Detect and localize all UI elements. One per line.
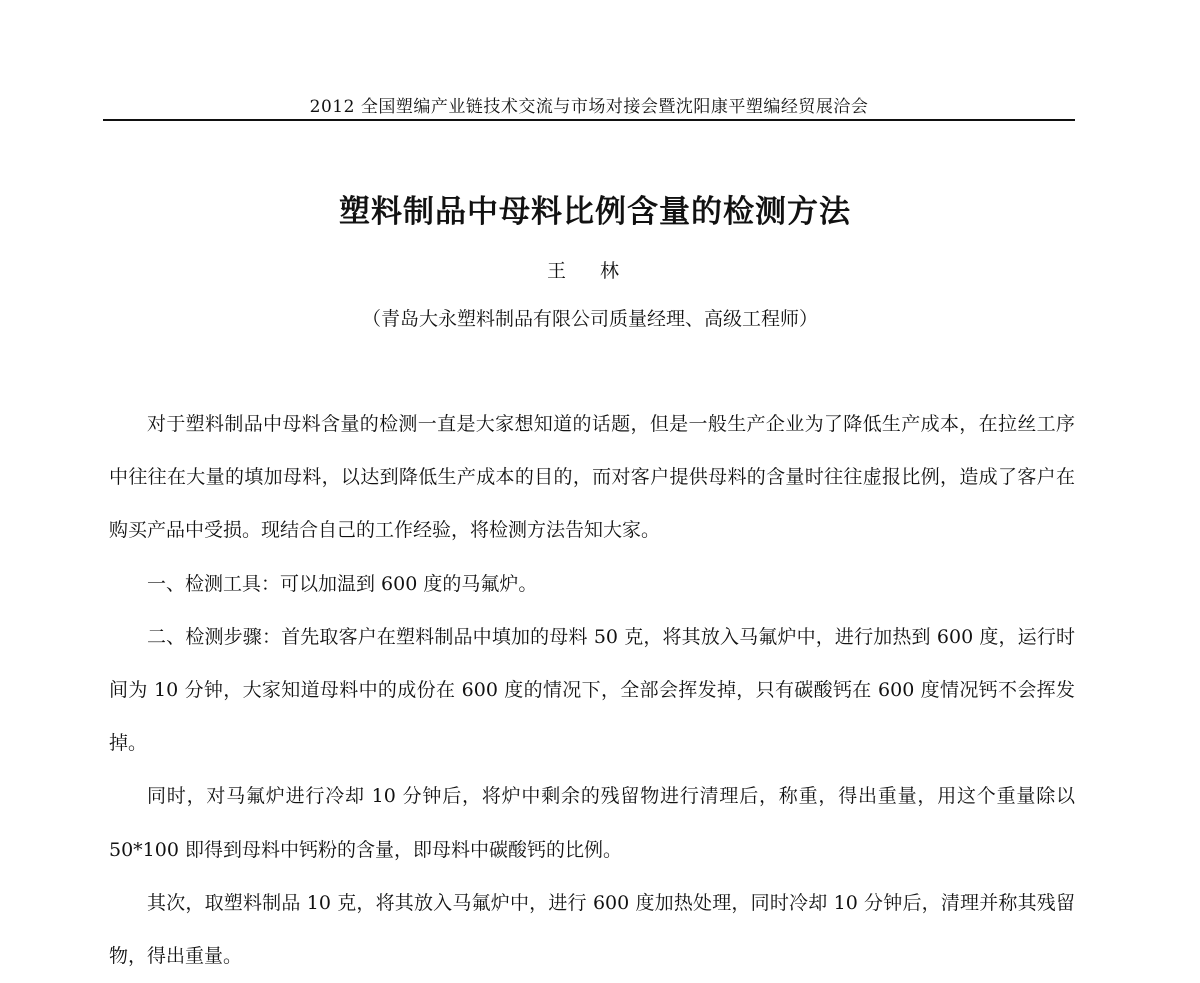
- paragraph-cooling: 同时，对马氟炉进行冷却 10 分钟后，将炉中剩余的残留物进行清理后，称重，得出重量，用这个重量除以 50*100 即得到母料中钙粉的含量，即母料中碳酸钙的比例。: [109, 785, 1075, 861]
- paragraph-steps: 二、检测步骤：首先取客户在塑料制品中填加的母料 50 克，将其放入马氟炉中，进行加热到 600 度，运行时间为 10 分钟，大家知道母料中的成份在 600 度的情况下，全部会挥发掉，只有碳酸钙在 600 度情况钙不会挥发掉。: [109, 625, 1075, 755]
- article-title: 塑料制品中母料比例含量的检测方法: [339, 194, 851, 230]
- header-rule: [103, 119, 1075, 121]
- paragraph-intro: 对于塑料制品中母料含量的检测一直是大家想知道的话题，但是一般生产企业为了降低生产成本，在拉丝工序中往往在大量的填加母料，以达到降低生产成本的目的，而对客户提供母料的含量时往往虚报比例，造成了客户在购买产品中受损。现结合自己的工作经验，将检测方法告知大家。: [109, 413, 1075, 542]
- article-author: 王 林: [546, 260, 634, 282]
- article-body: [109, 398, 1075, 983]
- running-header: 2012 全国塑编产业链技术交流与市场对接会暨沈阳康平塑编经贸展洽会: [309, 97, 869, 117]
- paragraph-tools: 一、检测工具：可以加温到 600 度的马氟炉。: [147, 572, 538, 595]
- author-affiliation: （青岛大永塑料制品有限公司质量经理、高级工程师）: [361, 308, 818, 330]
- paragraph-second-sample: 其次，取塑料制品 10 克，将其放入马氟炉中，进行 600 度加热处理，同时冷却 10 分钟后，清理并称其残留物，得出重量。: [109, 891, 1075, 968]
